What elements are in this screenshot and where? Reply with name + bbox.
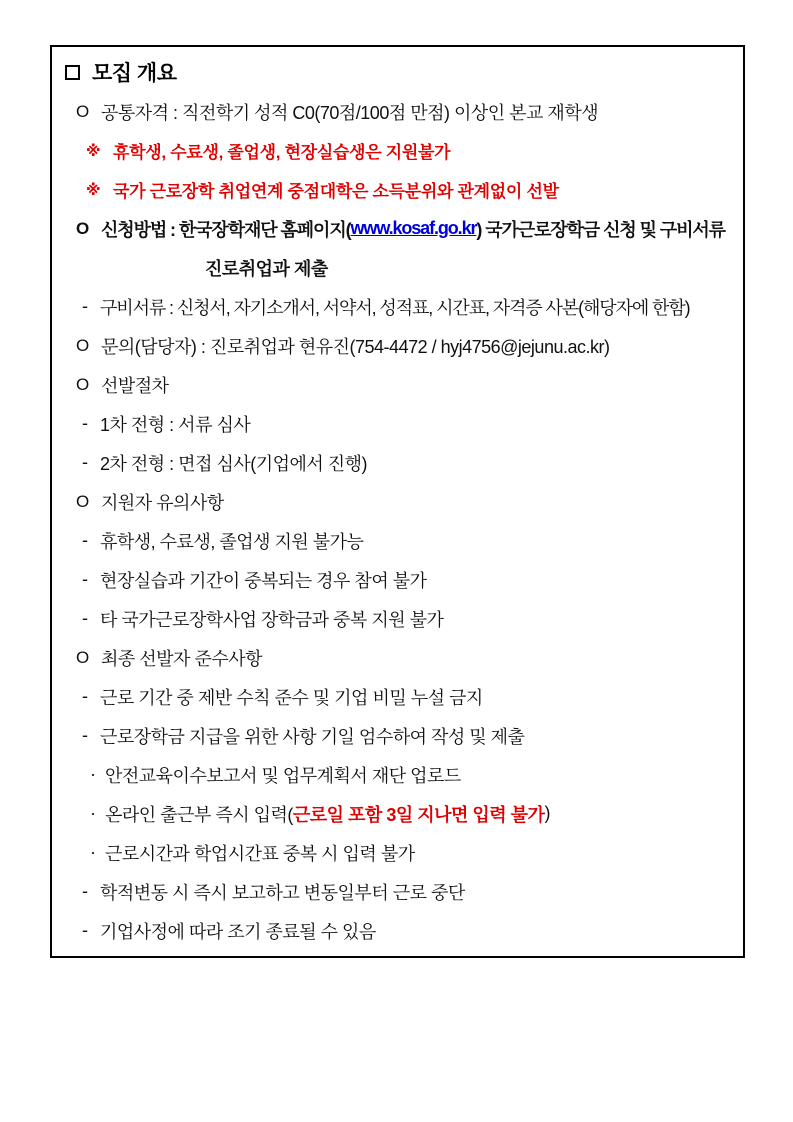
circle-marker: O: [76, 374, 89, 394]
line-text: 진로취업과 제출: [205, 258, 328, 279]
line-text: 선발절차: [101, 375, 169, 396]
line-application-method-cont: [52, 248, 743, 287]
note-marker: ※: [86, 181, 101, 199]
section-title-text: 모집 개요: [92, 62, 177, 85]
circle-marker: O: [76, 647, 89, 667]
line-payment-documents: [52, 716, 743, 755]
kosaf-link[interactable]: www.kosaf.go.kr: [350, 218, 477, 238]
line-contact: [52, 326, 743, 365]
line-enrollment-change: [52, 872, 743, 911]
line-common-qualification: [52, 92, 743, 131]
line-selection-process: [52, 365, 743, 404]
line-text: 2차 전형 : 면접 심사(기업에서 진행): [100, 453, 368, 474]
line-first-round: [52, 404, 743, 443]
note-no-apply-students: [52, 131, 743, 170]
line-text: 타 국가근로장학사업 장학금과 중복 지원 불가: [100, 609, 444, 630]
line-text: 학적변동 시 즉시 보고하고 변동일부터 근로 중단: [100, 882, 465, 903]
line-required-documents: [52, 287, 743, 326]
line-text: 문의(담당자) : 진로취업과 현유진(754-4472 / hyj4756@jejunu.ac.kr): [101, 336, 610, 357]
line-text: 휴학생, 수료생, 졸업생 지원 불가능: [100, 531, 364, 552]
dot-marker: ·: [90, 842, 96, 862]
dash-marker: -: [82, 530, 88, 550]
line-text: 근로장학금 지급을 위한 사항 기일 엄수하여 작성 및 제출: [100, 726, 525, 747]
dash-marker: -: [82, 920, 88, 940]
line-text: 국가 근로장학 취업연계 중점대학은 소득분위와 관계없이 선발: [113, 182, 559, 201]
line-text-post: ): [544, 803, 550, 823]
note-priority-selection: [52, 170, 743, 209]
line-text: 1차 전형 : 서류 심사: [100, 414, 251, 435]
circle-marker: O: [76, 491, 89, 511]
line-field-practice-overlap: [52, 560, 743, 599]
circle-marker: O: [76, 335, 89, 355]
note-marker: ※: [86, 142, 101, 160]
line-no-duplicate-scholarship: [52, 599, 743, 638]
line-text-pre: 온라인 출근부 즉시 입력(: [105, 804, 293, 825]
line-text: 근로 기간 중 제반 수칙 준수 및 기업 비밀 누설 금지: [100, 687, 483, 708]
line-text-post: ) 국가근로장학금 신청 및 구비서류: [476, 219, 725, 240]
line-work-study-overlap: [52, 833, 743, 872]
dash-marker: -: [82, 413, 88, 433]
dash-marker: -: [82, 881, 88, 901]
line-text: 공통자격 : 직전학기 성적 C0(70점/100점 만점) 이상인 본교 재학생: [101, 102, 599, 123]
line-text: 지원자 유의사항: [101, 492, 224, 513]
dot-marker: ·: [90, 764, 96, 784]
line-text: 구비서류 : 신청서, 자기소개서, 서약서, 성적표, 시간표, 자격증 사본(해당자에 한함): [100, 297, 690, 318]
line-text: 근로시간과 학업시간표 중복 시 입력 불가: [105, 843, 415, 864]
section-title: [52, 52, 743, 92]
line-safety-education-upload: [52, 755, 743, 794]
dot-marker: ·: [90, 803, 96, 823]
line-no-apply-detail: [52, 521, 743, 560]
line-early-termination: [52, 911, 743, 950]
dash-marker: -: [82, 686, 88, 706]
square-bullet-icon: [65, 65, 80, 80]
line-application-method: [52, 209, 743, 248]
dash-marker: -: [82, 725, 88, 745]
recruitment-overview-box: [50, 45, 745, 958]
circle-marker: O: [76, 101, 89, 121]
line-text: 현장실습과 기간이 중복되는 경우 참여 불가: [100, 570, 427, 591]
line-text: 최종 선발자 준수사항: [101, 648, 262, 669]
line-online-attendance: [52, 794, 743, 833]
line-text: 기업사정에 따라 조기 종료될 수 있음: [100, 921, 376, 942]
attendance-deadline-warning: 근로일 포함 3일 지나면 입력 불가: [292, 804, 545, 825]
dash-marker: -: [82, 608, 88, 628]
line-text: 안전교육이수보고서 및 업무계획서 재단 업로드: [105, 765, 461, 786]
line-second-round: [52, 443, 743, 482]
line-applicant-notes: [52, 482, 743, 521]
dash-marker: -: [82, 569, 88, 589]
line-work-rules: [52, 677, 743, 716]
dash-marker: -: [82, 296, 87, 316]
line-final-selectee-rules: [52, 638, 743, 677]
line-text: 휴학생, 수료생, 졸업생, 현장실습생은 지원불가: [113, 143, 451, 162]
dash-marker: -: [82, 452, 88, 472]
line-text-pre: 신청방법 : 한국장학재단 홈페이지(: [101, 219, 351, 240]
circle-marker: O: [76, 218, 89, 238]
